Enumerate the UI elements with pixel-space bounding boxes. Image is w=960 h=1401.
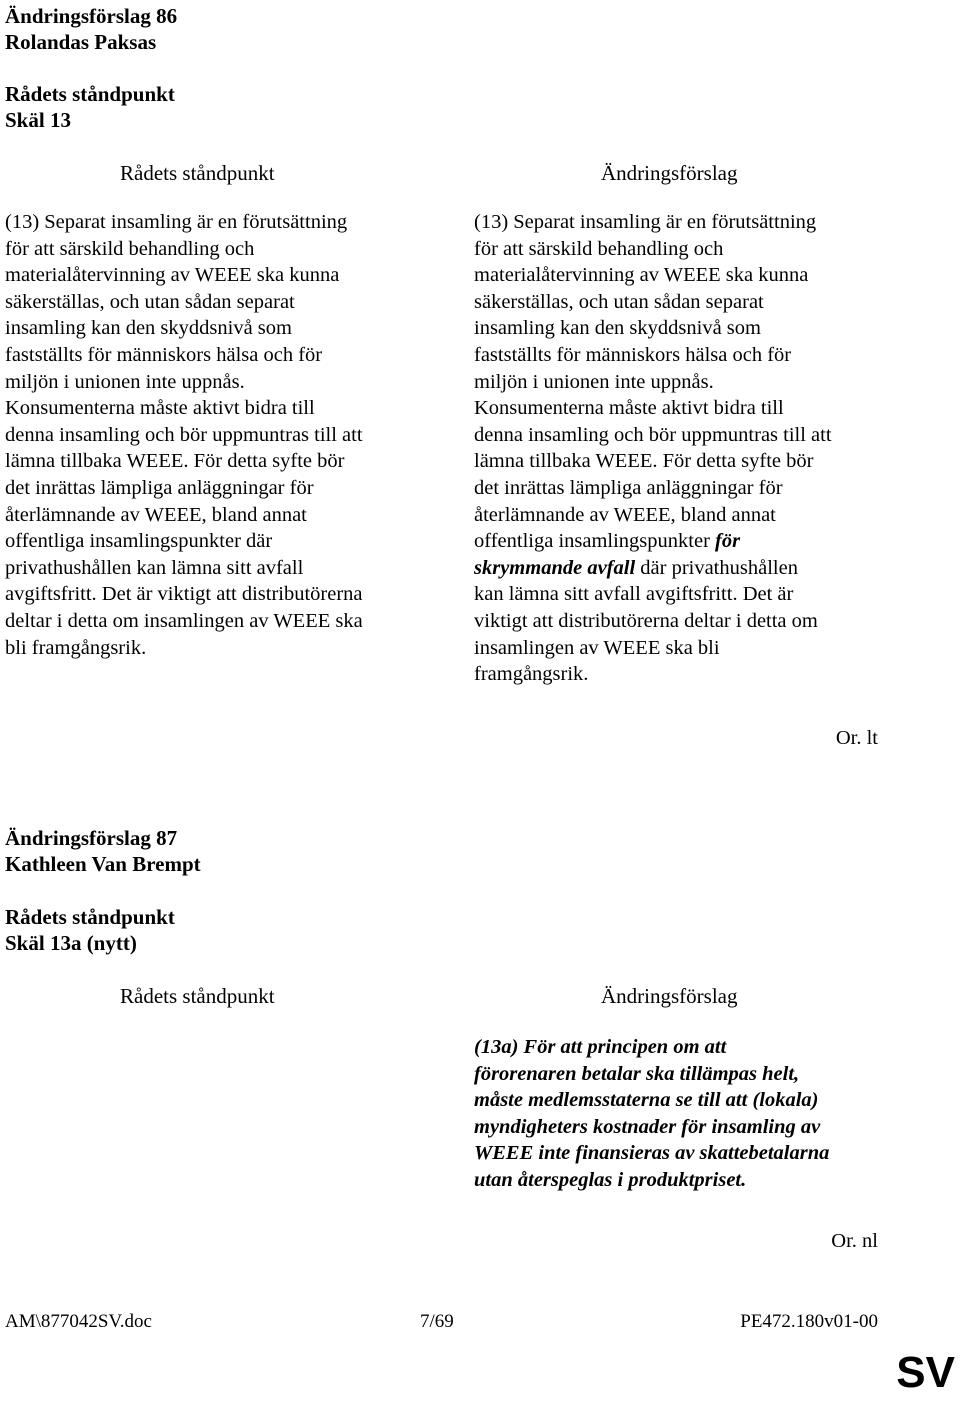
- amendment-86-right-column-heading: Ändringsförslag: [601, 161, 738, 185]
- text-line: (13) Separat insamling är en förutsättning: [5, 211, 348, 233]
- text-line: återlämnande av WEEE, bland annat: [5, 503, 307, 526]
- amendment-87-amended-text: [474, 1034, 944, 1193]
- text-fragment: där privathushållen: [635, 556, 798, 579]
- text-line: myndigheters kostnader för insamling av: [474, 1115, 821, 1138]
- text-line: lämna tillbaka WEEE. För detta syfte bör: [474, 450, 814, 473]
- amendment-87-left-column-heading: Rådets ståndpunkt: [120, 984, 275, 1008]
- text-line: Konsumenterna måste aktivt bidra till: [5, 397, 315, 420]
- text-line: deltar i detta om insamlingen av WEEE ska: [5, 609, 363, 632]
- text-line: WEEE inte finansieras av skattebetalarna: [474, 1142, 830, 1164]
- text-line: förorenaren betalar ska tillämpas helt,: [474, 1062, 800, 1085]
- text-line: det inrättas lämpliga anläggningar för: [5, 476, 314, 499]
- text-line: viktigt att distributörerna deltar i detta om: [474, 609, 818, 632]
- text-line: utan återspeglas i produktpriset.: [474, 1168, 747, 1191]
- text-line: [474, 555, 944, 582]
- text-line: Konsumenterna måste aktivt bidra till: [474, 397, 784, 420]
- text-line: [474, 528, 944, 555]
- text-line: materialåtervinning av WEEE ska kunna: [474, 264, 809, 287]
- amendment-87-title: Ändringsförslag 87: [5, 826, 178, 850]
- text-line: (13) Separat insamling är en förutsättning: [474, 211, 817, 233]
- amendment-86-original-language: Or. lt: [835, 727, 878, 749]
- text-fragment: offentliga insamlingspunkter: [474, 530, 716, 553]
- text-line: fastställts för människors hälsa och för: [474, 343, 792, 366]
- text-line: bli framgångsrik.: [5, 636, 147, 659]
- amended-insertion: för: [715, 530, 741, 553]
- text-line: insamling kan den skyddsnivå som: [474, 317, 761, 340]
- amendment-86-recital: Skäl 13: [5, 108, 71, 132]
- text-line: privathushållen kan lämna sitt avfall: [5, 556, 304, 579]
- text-line: (13a) För att principen om att: [474, 1036, 727, 1058]
- text-line: återlämnande av WEEE, bland annat: [474, 503, 776, 526]
- text-line: avgiftsfritt. Det är viktigt att distributörerna: [5, 583, 363, 606]
- text-line: det inrättas lämpliga anläggningar för: [474, 476, 783, 499]
- amendment-87-author: Kathleen Van Brempt: [5, 852, 201, 876]
- text-line: säkerställas, och utan sådan separat: [474, 290, 764, 313]
- text-line: miljön i unionen inte uppnås.: [474, 370, 714, 393]
- text-line: miljön i unionen inte uppnås.: [5, 370, 245, 393]
- footer-document-reference: AM\877042SV.doc: [5, 1311, 152, 1332]
- amendment-86-author: Rolandas Paksas: [5, 30, 157, 54]
- text-line: framgångsrik.: [474, 663, 589, 686]
- text-line: denna insamling och bör uppmuntras till att: [474, 423, 832, 446]
- text-line: för att särskild behandling och: [5, 237, 255, 260]
- text-line: insamlingen av WEEE ska bli: [474, 636, 720, 659]
- text-line: lämna tillbaka WEEE. För detta syfte bör: [5, 450, 345, 473]
- amendment-87-recital: Skäl 13a (nytt): [5, 931, 137, 955]
- amendment-86-title: Ändringsförslag 86: [5, 4, 178, 28]
- footer-language-code: SV: [896, 1348, 955, 1397]
- footer-page-number: 7/69: [420, 1311, 454, 1332]
- footer-pe-reference: PE472.180v01-00: [740, 1311, 878, 1332]
- text-line: måste medlemsstaterna se till att (lokala): [474, 1089, 819, 1111]
- amendment-86-amended-text: [474, 209, 944, 688]
- amendment-87-right-column-heading: Ändringsförslag: [601, 984, 738, 1008]
- amendment-86-left-column-heading: Rådets ståndpunkt: [120, 161, 275, 185]
- text-line: denna insamling och bör uppmuntras till att: [5, 423, 363, 446]
- text-line: för att särskild behandling och: [474, 237, 724, 260]
- amendment-87-original-language: Or. nl: [831, 1230, 878, 1252]
- amendment-87-position: Rådets ståndpunkt: [5, 905, 175, 929]
- text-line: fastställts för människors hälsa och för: [5, 343, 323, 366]
- amendment-86-position: Rådets ståndpunkt: [5, 82, 175, 106]
- amendment-86-council-text: [5, 209, 445, 661]
- amended-insertion: skrymmande avfall: [474, 556, 636, 579]
- text-line: insamling kan den skyddsnivå som: [5, 317, 292, 340]
- text-line: materialåtervinning av WEEE ska kunna: [5, 264, 340, 287]
- text-line: kan lämna sitt avfall avgiftsfritt. Det är: [474, 583, 794, 606]
- text-line: offentliga insamlingspunkter där: [5, 530, 273, 553]
- text-line: säkerställas, och utan sådan separat: [5, 290, 295, 313]
